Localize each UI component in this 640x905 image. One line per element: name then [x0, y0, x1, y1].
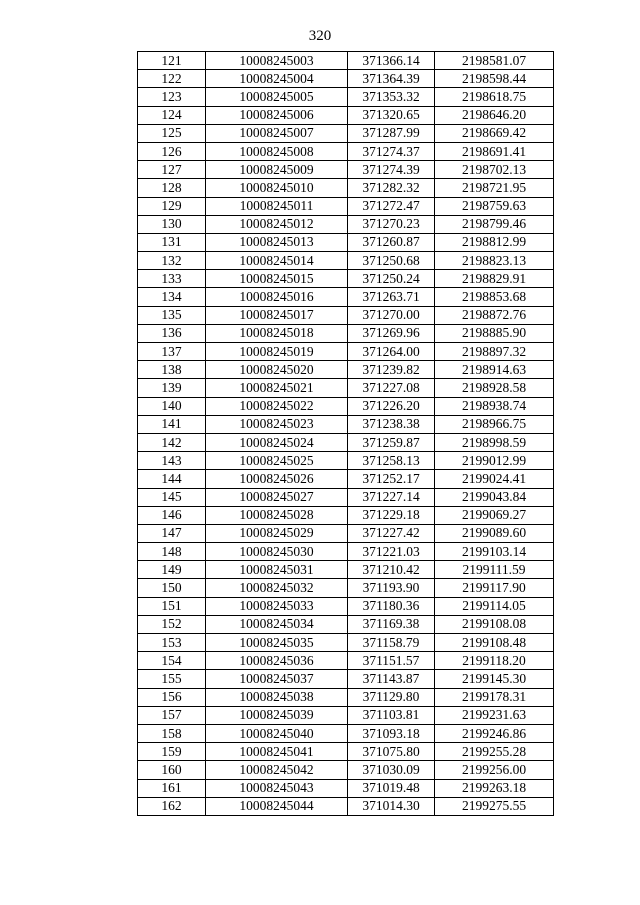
- y-coordinate-cell: 2198928.58: [435, 379, 554, 397]
- y-coordinate-cell: 2199117.90: [435, 579, 554, 597]
- table-body: [138, 52, 554, 816]
- x-coordinate-cell: 371229.18: [348, 506, 435, 524]
- point-id-cell: 10008245026: [206, 470, 348, 488]
- y-coordinate-cell: 2199178.31: [435, 688, 554, 706]
- y-coordinate-cell: 2198897.32: [435, 343, 554, 361]
- y-coordinate-cell: 2198885.90: [435, 324, 554, 342]
- point-id-cell: 10008245003: [206, 52, 348, 70]
- point-id-cell: 10008245042: [206, 761, 348, 779]
- point-id-cell: 10008245027: [206, 488, 348, 506]
- point-number-cell: 130: [138, 215, 206, 233]
- point-number-cell: 126: [138, 142, 206, 160]
- point-number-cell: 159: [138, 743, 206, 761]
- point-number-cell: 148: [138, 543, 206, 561]
- point-number-cell: 140: [138, 397, 206, 415]
- table-row: [138, 215, 554, 233]
- point-number-cell: 135: [138, 306, 206, 324]
- y-coordinate-cell: 2199108.08: [435, 615, 554, 633]
- table-row: [138, 761, 554, 779]
- y-coordinate-cell: 2198721.95: [435, 179, 554, 197]
- point-id-cell: 10008245014: [206, 252, 348, 270]
- point-id-cell: 10008245021: [206, 379, 348, 397]
- y-coordinate-cell: 2199012.99: [435, 452, 554, 470]
- point-id-cell: 10008245020: [206, 361, 348, 379]
- point-id-cell: 10008245006: [206, 106, 348, 124]
- point-id-cell: 10008245044: [206, 797, 348, 815]
- point-id-cell: 10008245039: [206, 706, 348, 724]
- table-row: [138, 688, 554, 706]
- point-number-cell: 124: [138, 106, 206, 124]
- y-coordinate-cell: 2199263.18: [435, 779, 554, 797]
- coordinates-table: [137, 51, 554, 816]
- table-row: [138, 470, 554, 488]
- point-number-cell: 160: [138, 761, 206, 779]
- point-number-cell: 123: [138, 88, 206, 106]
- x-coordinate-cell: 371250.24: [348, 270, 435, 288]
- x-coordinate-cell: 371320.65: [348, 106, 435, 124]
- point-number-cell: 142: [138, 433, 206, 451]
- x-coordinate-cell: 371193.90: [348, 579, 435, 597]
- x-coordinate-cell: 371227.14: [348, 488, 435, 506]
- y-coordinate-cell: 2199108.48: [435, 634, 554, 652]
- x-coordinate-cell: 371129.80: [348, 688, 435, 706]
- table-row: [138, 779, 554, 797]
- point-id-cell: 10008245033: [206, 597, 348, 615]
- x-coordinate-cell: 371274.39: [348, 161, 435, 179]
- x-coordinate-cell: 371258.13: [348, 452, 435, 470]
- point-id-cell: 10008245037: [206, 670, 348, 688]
- point-id-cell: 10008245017: [206, 306, 348, 324]
- point-number-cell: 141: [138, 415, 206, 433]
- x-coordinate-cell: 371269.96: [348, 324, 435, 342]
- point-id-cell: 10008245036: [206, 652, 348, 670]
- point-number-cell: 158: [138, 724, 206, 742]
- y-coordinate-cell: 2198998.59: [435, 433, 554, 451]
- point-number-cell: 146: [138, 506, 206, 524]
- table-row: [138, 724, 554, 742]
- y-coordinate-cell: 2199111.59: [435, 561, 554, 579]
- x-coordinate-cell: 371014.30: [348, 797, 435, 815]
- table-row: [138, 233, 554, 251]
- point-id-cell: 10008245016: [206, 288, 348, 306]
- point-number-cell: 132: [138, 252, 206, 270]
- y-coordinate-cell: 2199114.05: [435, 597, 554, 615]
- y-coordinate-cell: 2198759.63: [435, 197, 554, 215]
- x-coordinate-cell: 371227.42: [348, 524, 435, 542]
- x-coordinate-cell: 371260.87: [348, 233, 435, 251]
- point-id-cell: 10008245035: [206, 634, 348, 652]
- point-id-cell: 10008245018: [206, 324, 348, 342]
- point-number-cell: 156: [138, 688, 206, 706]
- point-number-cell: 127: [138, 161, 206, 179]
- y-coordinate-cell: 2199103.14: [435, 543, 554, 561]
- x-coordinate-cell: 371030.09: [348, 761, 435, 779]
- y-coordinate-cell: 2198702.13: [435, 161, 554, 179]
- point-number-cell: 144: [138, 470, 206, 488]
- table-row: [138, 524, 554, 542]
- point-number-cell: 151: [138, 597, 206, 615]
- point-id-cell: 10008245008: [206, 142, 348, 160]
- point-number-cell: 138: [138, 361, 206, 379]
- table-row: [138, 670, 554, 688]
- table-row: [138, 142, 554, 160]
- point-number-cell: 162: [138, 797, 206, 815]
- y-coordinate-cell: 2199118.20: [435, 652, 554, 670]
- table-row: [138, 161, 554, 179]
- point-id-cell: 10008245012: [206, 215, 348, 233]
- point-number-cell: 155: [138, 670, 206, 688]
- x-coordinate-cell: 371180.36: [348, 597, 435, 615]
- x-coordinate-cell: 371270.23: [348, 215, 435, 233]
- point-id-cell: 10008245043: [206, 779, 348, 797]
- table-row: [138, 88, 554, 106]
- table-row: [138, 615, 554, 633]
- y-coordinate-cell: 2198914.63: [435, 361, 554, 379]
- point-number-cell: 137: [138, 343, 206, 361]
- table-row: [138, 343, 554, 361]
- x-coordinate-cell: 371264.00: [348, 343, 435, 361]
- point-id-cell: 10008245034: [206, 615, 348, 633]
- y-coordinate-cell: 2199256.00: [435, 761, 554, 779]
- point-number-cell: 134: [138, 288, 206, 306]
- table-row: [138, 561, 554, 579]
- table-row: [138, 70, 554, 88]
- x-coordinate-cell: 371353.32: [348, 88, 435, 106]
- y-coordinate-cell: 2199043.84: [435, 488, 554, 506]
- table-row: [138, 415, 554, 433]
- point-number-cell: 125: [138, 124, 206, 142]
- point-id-cell: 10008245023: [206, 415, 348, 433]
- x-coordinate-cell: 371252.17: [348, 470, 435, 488]
- x-coordinate-cell: 371263.71: [348, 288, 435, 306]
- table-row: [138, 652, 554, 670]
- point-number-cell: 128: [138, 179, 206, 197]
- y-coordinate-cell: 2198646.20: [435, 106, 554, 124]
- x-coordinate-cell: 371143.87: [348, 670, 435, 688]
- point-id-cell: 10008245022: [206, 397, 348, 415]
- point-id-cell: 10008245005: [206, 88, 348, 106]
- table-row: [138, 706, 554, 724]
- x-coordinate-cell: 371093.18: [348, 724, 435, 742]
- point-number-cell: 157: [138, 706, 206, 724]
- table-row: [138, 106, 554, 124]
- x-coordinate-cell: 371210.42: [348, 561, 435, 579]
- y-coordinate-cell: 2198853.68: [435, 288, 554, 306]
- x-coordinate-cell: 371364.39: [348, 70, 435, 88]
- y-coordinate-cell: 2198691.41: [435, 142, 554, 160]
- point-id-cell: 10008245029: [206, 524, 348, 542]
- table-row: [138, 506, 554, 524]
- point-id-cell: 10008245024: [206, 433, 348, 451]
- y-coordinate-cell: 2198799.46: [435, 215, 554, 233]
- table-row: [138, 743, 554, 761]
- table-row: [138, 379, 554, 397]
- x-coordinate-cell: 371287.99: [348, 124, 435, 142]
- x-coordinate-cell: 371239.82: [348, 361, 435, 379]
- point-id-cell: 10008245010: [206, 179, 348, 197]
- x-coordinate-cell: 371274.37: [348, 142, 435, 160]
- y-coordinate-cell: 2198618.75: [435, 88, 554, 106]
- table-row: [138, 197, 554, 215]
- table-row: [138, 452, 554, 470]
- y-coordinate-cell: 2199246.86: [435, 724, 554, 742]
- point-number-cell: 161: [138, 779, 206, 797]
- table-row: [138, 634, 554, 652]
- point-id-cell: 10008245015: [206, 270, 348, 288]
- point-id-cell: 10008245041: [206, 743, 348, 761]
- point-number-cell: 149: [138, 561, 206, 579]
- point-number-cell: 152: [138, 615, 206, 633]
- point-number-cell: 145: [138, 488, 206, 506]
- table-row: [138, 179, 554, 197]
- table-row: [138, 797, 554, 815]
- y-coordinate-cell: 2199275.55: [435, 797, 554, 815]
- point-id-cell: 10008245007: [206, 124, 348, 142]
- point-id-cell: 10008245028: [206, 506, 348, 524]
- y-coordinate-cell: 2198823.13: [435, 252, 554, 270]
- y-coordinate-cell: 2198966.75: [435, 415, 554, 433]
- table-row: [138, 306, 554, 324]
- table-row: [138, 288, 554, 306]
- table-row: [138, 579, 554, 597]
- table-row: [138, 597, 554, 615]
- point-number-cell: 143: [138, 452, 206, 470]
- point-number-cell: 121: [138, 52, 206, 70]
- y-coordinate-cell: 2199231.63: [435, 706, 554, 724]
- table-row: [138, 397, 554, 415]
- point-id-cell: 10008245013: [206, 233, 348, 251]
- x-coordinate-cell: 371227.08: [348, 379, 435, 397]
- x-coordinate-cell: 371250.68: [348, 252, 435, 270]
- point-number-cell: 139: [138, 379, 206, 397]
- table-row: [138, 52, 554, 70]
- x-coordinate-cell: 371226.20: [348, 397, 435, 415]
- point-number-cell: 133: [138, 270, 206, 288]
- table-row: [138, 433, 554, 451]
- point-number-cell: 129: [138, 197, 206, 215]
- point-id-cell: 10008245025: [206, 452, 348, 470]
- point-number-cell: 147: [138, 524, 206, 542]
- point-id-cell: 10008245040: [206, 724, 348, 742]
- y-coordinate-cell: 2199069.27: [435, 506, 554, 524]
- x-coordinate-cell: 371259.87: [348, 433, 435, 451]
- table-row: [138, 252, 554, 270]
- x-coordinate-cell: 371238.38: [348, 415, 435, 433]
- y-coordinate-cell: 2198872.76: [435, 306, 554, 324]
- y-coordinate-cell: 2198829.91: [435, 270, 554, 288]
- page-number: 320: [308, 28, 332, 44]
- point-number-cell: 131: [138, 233, 206, 251]
- table-row: [138, 488, 554, 506]
- point-id-cell: 10008245031: [206, 561, 348, 579]
- x-coordinate-cell: 371270.00: [348, 306, 435, 324]
- y-coordinate-cell: 2198669.42: [435, 124, 554, 142]
- y-coordinate-cell: 2198938.74: [435, 397, 554, 415]
- x-coordinate-cell: 371221.03: [348, 543, 435, 561]
- point-id-cell: 10008245011: [206, 197, 348, 215]
- y-coordinate-cell: 2199145.30: [435, 670, 554, 688]
- y-coordinate-cell: 2198812.99: [435, 233, 554, 251]
- y-coordinate-cell: 2199089.60: [435, 524, 554, 542]
- x-coordinate-cell: 371151.57: [348, 652, 435, 670]
- point-number-cell: 122: [138, 70, 206, 88]
- x-coordinate-cell: 371169.38: [348, 615, 435, 633]
- point-id-cell: 10008245030: [206, 543, 348, 561]
- x-coordinate-cell: 371075.80: [348, 743, 435, 761]
- point-id-cell: 10008245009: [206, 161, 348, 179]
- table-row: [138, 543, 554, 561]
- x-coordinate-cell: 371019.48: [348, 779, 435, 797]
- point-number-cell: 150: [138, 579, 206, 597]
- x-coordinate-cell: 371366.14: [348, 52, 435, 70]
- point-number-cell: 154: [138, 652, 206, 670]
- table-row: [138, 270, 554, 288]
- point-id-cell: 10008245019: [206, 343, 348, 361]
- x-coordinate-cell: 371103.81: [348, 706, 435, 724]
- x-coordinate-cell: 371158.79: [348, 634, 435, 652]
- y-coordinate-cell: 2199255.28: [435, 743, 554, 761]
- x-coordinate-cell: 371272.47: [348, 197, 435, 215]
- table-row: [138, 361, 554, 379]
- table-row: [138, 324, 554, 342]
- point-id-cell: 10008245004: [206, 70, 348, 88]
- y-coordinate-cell: 2199024.41: [435, 470, 554, 488]
- y-coordinate-cell: 2198598.44: [435, 70, 554, 88]
- point-id-cell: 10008245038: [206, 688, 348, 706]
- y-coordinate-cell: 2198581.07: [435, 52, 554, 70]
- point-number-cell: 153: [138, 634, 206, 652]
- point-id-cell: 10008245032: [206, 579, 348, 597]
- x-coordinate-cell: 371282.32: [348, 179, 435, 197]
- point-number-cell: 136: [138, 324, 206, 342]
- table-row: [138, 124, 554, 142]
